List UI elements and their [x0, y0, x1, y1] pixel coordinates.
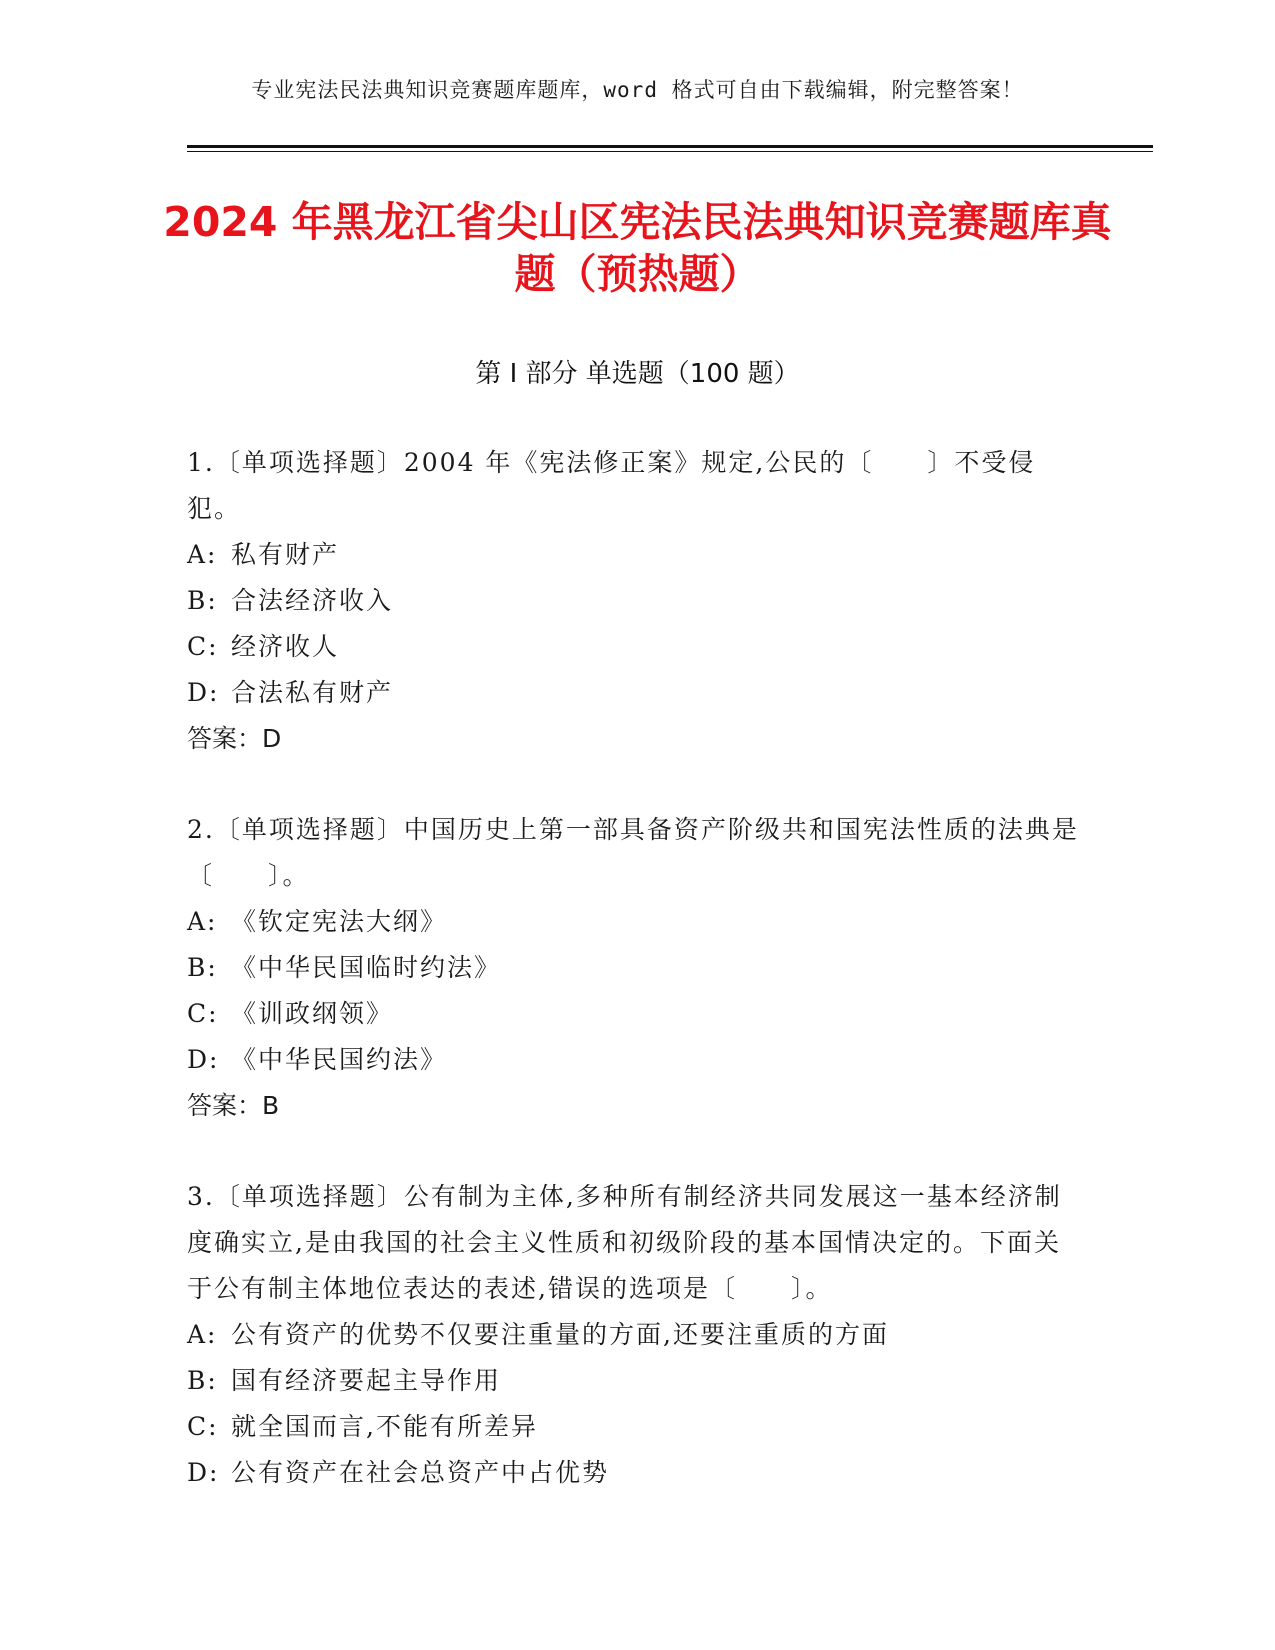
question-stem: 3.〔单项选择题〕公有制为主体,多种所有制经济共同发展这一基本经济制度确实立,是由我国的社会主义性质和初级阶段的基本国情决定的。下面关于公有制主体地位表达的表述,错误的选项是〔 〕。	[187, 1182, 1062, 1303]
option-letter: C:	[187, 1412, 219, 1441]
header-note: 专业宪法民法典知识竞赛题库题库，word 格式可自由下载编辑，附完整答案！	[251, 78, 1024, 102]
option-text: 经济收人	[231, 632, 340, 661]
option-d	[187, 1037, 1087, 1083]
option-letter: C:	[187, 999, 219, 1028]
option-text: 公有资产的优势不仅要注重量的方面,还要注重质的方面	[231, 1320, 889, 1349]
question-1	[187, 440, 1087, 762]
option-text: 公有资产在社会总资产中占优势	[231, 1458, 610, 1487]
option-letter: B:	[187, 1366, 218, 1395]
option-text: 就全国而言,不能有所差异	[231, 1412, 538, 1441]
option-a	[187, 532, 1087, 578]
answer-line: 答案：B	[187, 1091, 280, 1120]
option-d	[187, 1450, 1087, 1496]
document-title: 2024 年黑龙江省尖山区宪法民法典知识竞赛题库真题（预热题）	[163, 198, 1112, 298]
option-letter: B:	[187, 586, 218, 615]
option-d	[187, 670, 1087, 716]
question-3	[187, 1174, 1087, 1496]
option-letter: D:	[187, 1045, 220, 1074]
header-rule-thin	[187, 151, 1153, 152]
option-letter: A:	[187, 540, 218, 569]
option-text: 《中华民国临时约法》	[231, 953, 502, 982]
option-letter: D:	[187, 678, 220, 707]
option-a	[187, 899, 1087, 945]
option-b	[187, 1358, 1087, 1404]
option-text: 私有财产	[231, 540, 340, 569]
option-c	[187, 1404, 1087, 1450]
question-2	[187, 807, 1087, 1129]
option-text: 《训政纲领》	[231, 999, 394, 1028]
question-stem: 2.〔单项选择题〕中国历史上第一部具备资产阶级共和国宪法性质的法典是〔 〕。	[187, 815, 1079, 890]
option-letter: A:	[187, 907, 218, 936]
option-text: 国有经济要起主导作用	[231, 1366, 502, 1395]
option-letter: B:	[187, 953, 218, 982]
section-heading: 第 I 部分 单选题（100 题）	[475, 359, 800, 389]
option-letter: C:	[187, 632, 219, 661]
option-text: 合法私有财产	[231, 678, 394, 707]
option-text: 《中华民国约法》	[231, 1045, 448, 1074]
header-rule-thick	[187, 145, 1153, 148]
answer-line: 答案：D	[187, 724, 282, 753]
option-text: 合法经济收入	[231, 586, 394, 615]
option-a	[187, 1312, 1087, 1358]
option-letter: D:	[187, 1458, 220, 1487]
option-b	[187, 945, 1087, 991]
option-b	[187, 578, 1087, 624]
question-stem: 1.〔单项选择题〕2004 年《宪法修正案》规定,公民的〔 〕不受侵犯。	[187, 448, 1036, 523]
question-list	[187, 440, 1087, 1541]
option-c	[187, 991, 1087, 1037]
option-c	[187, 624, 1087, 670]
option-text: 《钦定宪法大纲》	[231, 907, 448, 936]
option-letter: A:	[187, 1320, 218, 1349]
